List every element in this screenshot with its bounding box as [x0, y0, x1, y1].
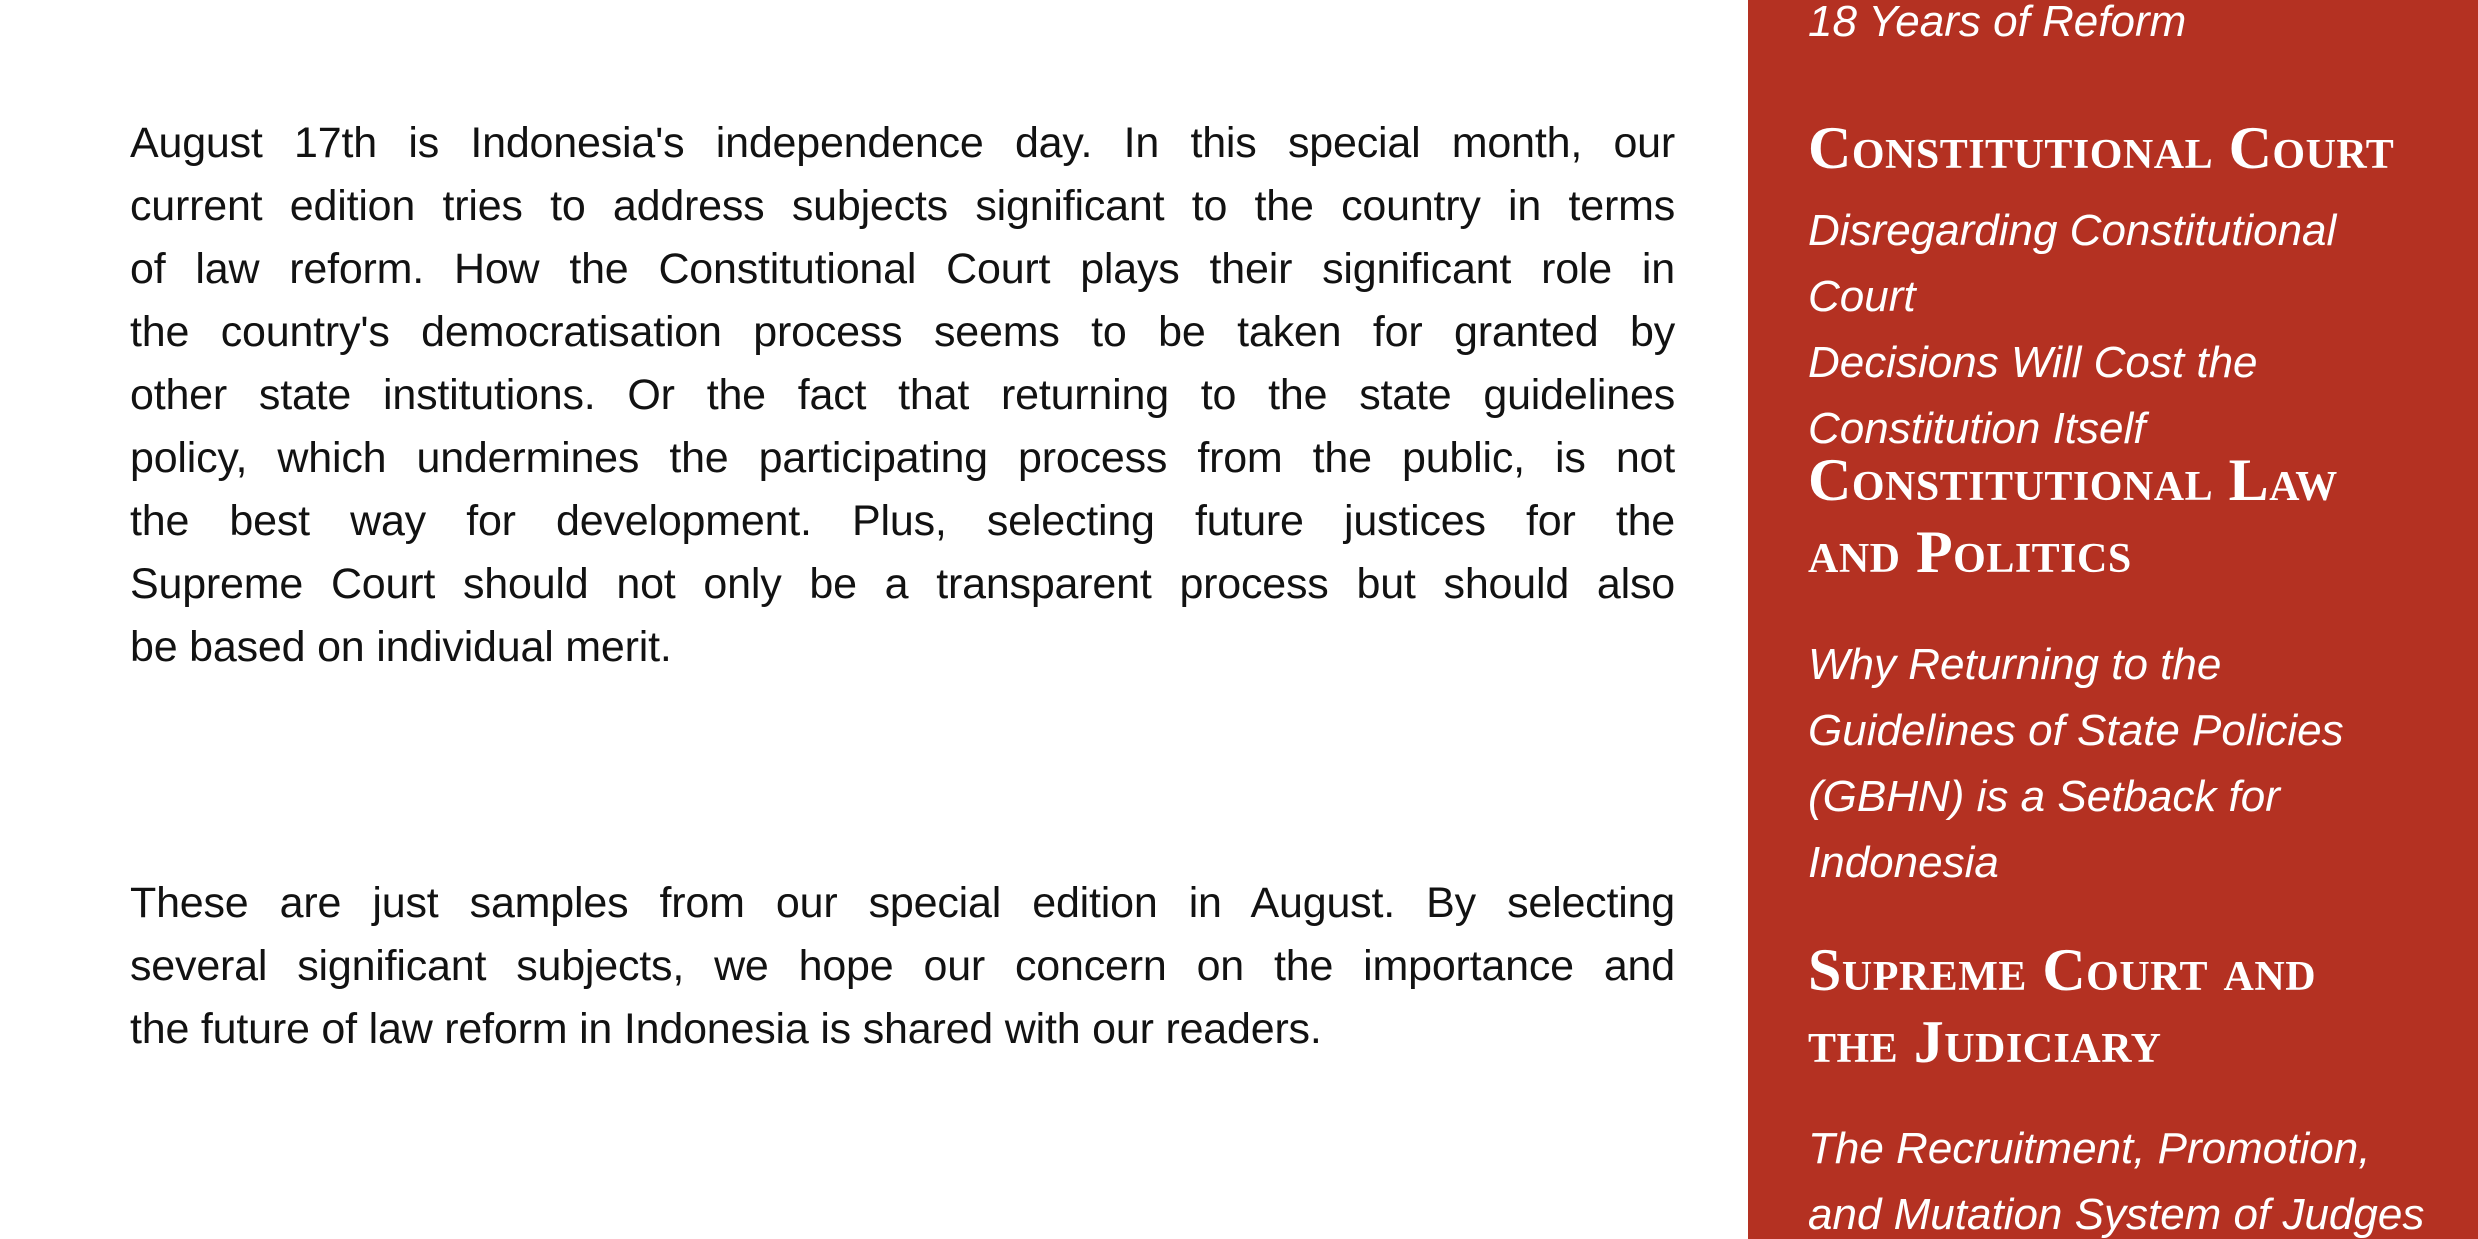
subtitle-line: Constitution Itself [1808, 404, 2146, 453]
subtitle-line: Why Returning to the [1808, 640, 2222, 689]
body-text-line: the best way for development. Plus, selecting future justices for the [130, 497, 1675, 545]
heading-line: Constitutional Law [1808, 447, 2338, 513]
sidebar-article-subtitle [1808, 198, 2452, 462]
body-text-line: current edition tries to address subjects significant to the country in terms [130, 182, 1675, 230]
sidebar-section-heading-constitutional-court [1808, 112, 2452, 184]
body-text-line: the future of law reform in Indonesia is shared with our readers. [130, 1005, 1322, 1053]
subtitle-line: Decisions Will Cost the [1808, 338, 2258, 387]
body-text-line: policy, which undermines the participating process from the public, is not [130, 434, 1675, 482]
subtitle-line: The Recruitment, Promotion, [1808, 1124, 2371, 1173]
subtitle-line: Indonesia [1808, 838, 1999, 887]
body-text-line: These are just samples from our special edition in August. By selecting [130, 879, 1675, 927]
heading-line: and Politics [1808, 519, 2132, 585]
heading-line: Supreme Court and [1808, 937, 2317, 1003]
heading-line: the Judiciary [1808, 1009, 2162, 1075]
subtitle-line: Guidelines of State Policies [1808, 706, 2344, 755]
sidebar-article-subtitle [1808, 1116, 2452, 1239]
body-text-line: of law reform. How the Constitutional Court plays their significant role in [130, 245, 1675, 293]
body-text-line: August 17th is Indonesia's independence day. In this special month, our [130, 119, 1675, 167]
body-text-line: the country's democratisation process seems to be taken for granted by [130, 308, 1675, 356]
sidebar-intro-subtitle: 18 Years of Reform [1808, 0, 2187, 46]
body-text-line: other state institutions. Or the fact that returning to the state guidelines [130, 371, 1675, 419]
editorial-paragraph-1 [130, 112, 1675, 679]
body-text-line: several significant subjects, we hope our concern on the importance and [130, 942, 1675, 990]
subtitle-line: (GBHN) is a Setback for [1808, 772, 2280, 821]
heading-line: Constitutional Court [1808, 115, 2395, 181]
sidebar-section-heading-supreme-court-and-the-judiciary [1808, 934, 2452, 1078]
sidebar-section-heading-constitutional-law-and-politics [1808, 444, 2452, 588]
subtitle-line: and Mutation System of Judges [1808, 1190, 2425, 1239]
subtitle-line: Disregarding Constitutional Court [1808, 206, 2337, 321]
sidebar [1748, 0, 2478, 1239]
editorial-paragraph-2 [130, 872, 1675, 1061]
body-text-line: Supreme Court should not only be a transparent process but should also [130, 560, 1675, 608]
sidebar-article-subtitle [1808, 632, 2452, 896]
body-text-line: be based on individual merit. [130, 623, 672, 671]
